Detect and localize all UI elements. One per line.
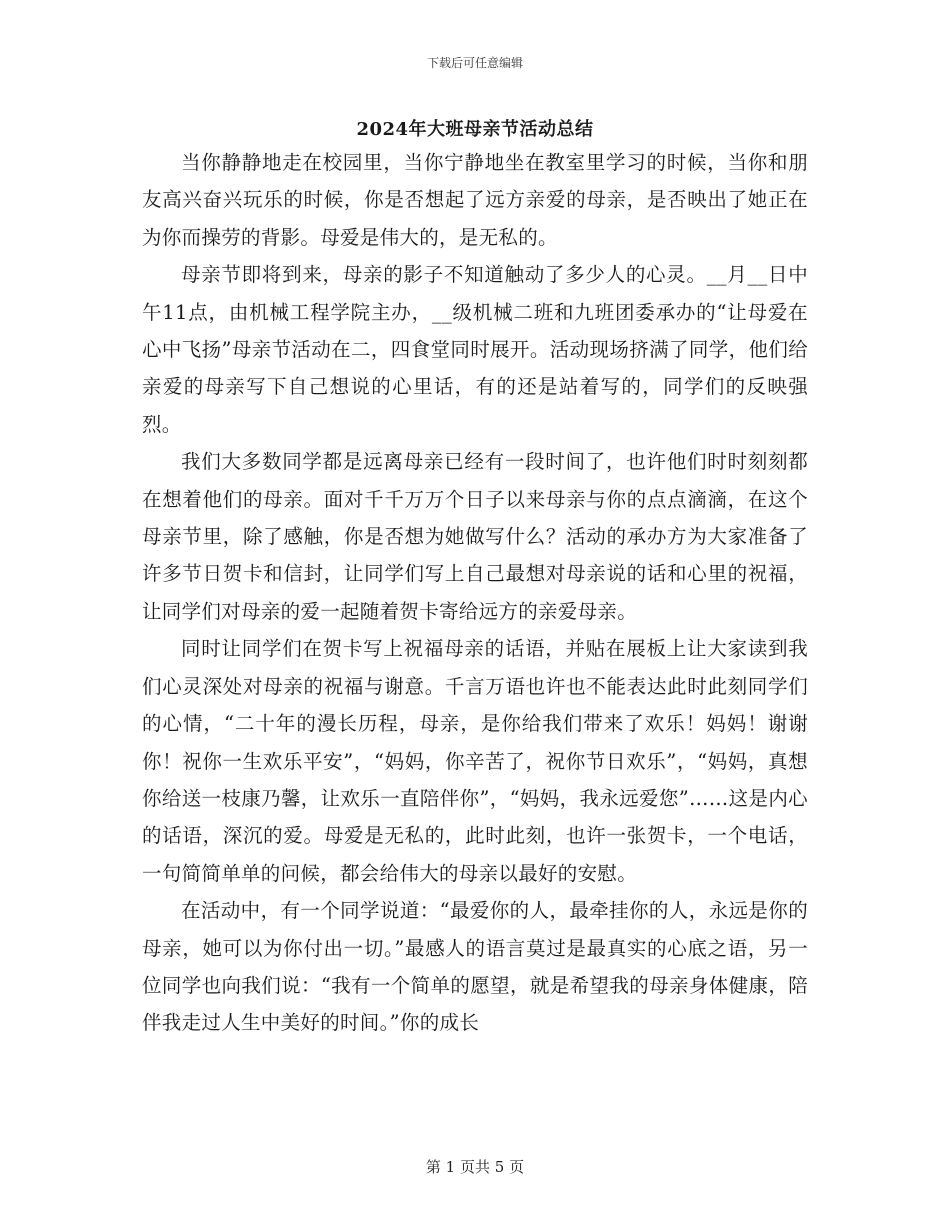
page-number: 第 1 页共 5 页 (425, 1158, 525, 1176)
paragraph: 母亲节即将到来，母亲的影子不知道触动了多少人的心灵。__月__日中午11点，由机械工程学院主办，__级机械二班和九班团委承办的“让母爱在心中飞扬”母亲节活动在二，四食堂同时展开。活动现场挤满了同学，他们给亲爱的母亲写下自己想说的心里话，有的还是站着写的，同学们的反映强烈。 (142, 263, 808, 436)
page-header-note: 下载后可任意编辑 (426, 56, 523, 70)
document-title: 2024年大班母亲节活动总结 (356, 119, 594, 140)
paragraph: 我们大多数同学都是远离母亲已经有一段时间了，也许他们时时刻刻都在想着他们的母亲。面对千千万万个日子以来母亲与你的点点滴滴，在这个母亲节里，除了感触，你是否想为她做写什么？活动的承办方为大家准备了许多节日贺卡和信封，让同学们写上自己最想对母亲说的话和心里的祝福，让同学们对母亲的爱一起随着贺卡寄给远方的亲爱母亲。 (142, 450, 808, 623)
document-body (142, 144, 808, 1042)
paragraph: 当你静静地走在校园里，当你宁静地坐在教室里学习的时候，当你和朋友高兴奋兴玩乐的时候，你是否想起了远方亲爱的母亲，是否映出了她正在为你而操劳的背影。母爱是伟大的，是无私的。 (142, 151, 808, 249)
paragraph: 同时让同学们在贺卡写上祝福母亲的话语，并贴在展板上让大家读到我们心灵深处对母亲的祝福与谢意。千言万语也许也不能表达此时此刻同学们的心情，“二十年的漫长历程，母亲，是你给我们带来了欢乐！妈妈！谢谢你！祝你一生欢乐平安”，“妈妈，你辛苦了，祝你节日欢乐”，“妈妈，真想你给送一枝康乃馨，让欢乐一直陪伴你”，“妈妈，我永远爱您”……这是内心的话语，深沉的爱。母爱是无私的，此时此刻，也许一张贺卡，一个电话，一句简简单单的问候，都会给伟大的母亲以最好的安慰。 (142, 637, 808, 885)
paragraph: 在活动中，有一个同学说道：“最爱你的人，最牵挂你的人，永远是你的母亲，她可以为你付出一切。”最感人的语言莫过是最真实的心底之语，另一位同学也向我们说：“我有一个简单的愿望，就是希望我的母亲身体健康，陪伴我走过人生中美好的时间。”你的成长 (142, 899, 808, 1035)
